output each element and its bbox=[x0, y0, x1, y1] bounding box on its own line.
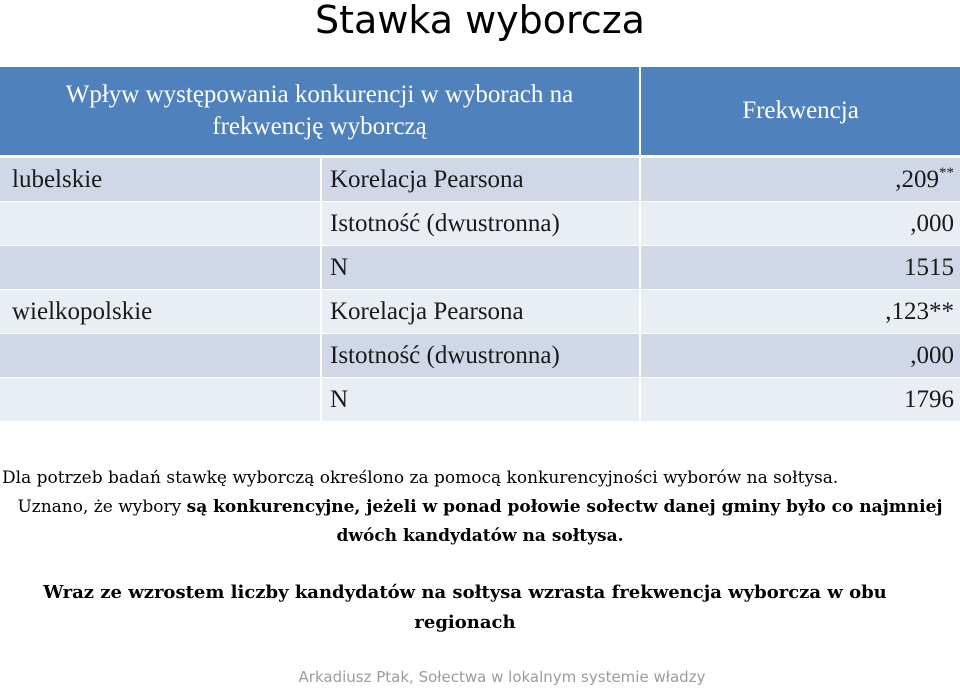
stat-label: Istotność (dwustronna) bbox=[321, 334, 640, 378]
table-row bbox=[0, 334, 960, 378]
significance-mark: ** bbox=[939, 165, 955, 181]
slide-title: Stawka wyborcza bbox=[315, 0, 645, 42]
description-definition: są konkurencyjne, jeżeli w ponad połowie sołectw danej gminy było co najmniej dwóch kandydatów na sołtysa. bbox=[186, 497, 943, 546]
stat-value: 1796 bbox=[640, 378, 960, 422]
stat-label: Korelacja Pearsona bbox=[321, 290, 640, 334]
conclusion: Wraz ze wzrostem liczby kandydatów na sołtysa wzrasta frekwencja wyborcza w obu regionach bbox=[43, 582, 887, 633]
region-cell-wielkopolskie: wielkopolskie bbox=[0, 290, 321, 334]
stat-label: N bbox=[321, 246, 640, 290]
region-cell-empty bbox=[0, 202, 321, 246]
region-cell-lubelskie: lubelskie bbox=[0, 157, 321, 202]
header-turnout: Frekwencja bbox=[640, 67, 960, 157]
stat-value: ,000 bbox=[640, 202, 960, 246]
stat-value: 1515 bbox=[640, 246, 960, 290]
correlation-table bbox=[0, 67, 960, 422]
table-row bbox=[0, 378, 960, 422]
table-row bbox=[0, 157, 960, 202]
stat-value: ,123** bbox=[640, 290, 960, 334]
region-cell-empty bbox=[0, 378, 321, 422]
method-description bbox=[0, 464, 960, 551]
header-influence: Wpływ występowania konkurencji w wyborach na frekwencję wyborczą bbox=[0, 67, 640, 157]
stat-value bbox=[640, 157, 960, 202]
table-row bbox=[0, 202, 960, 246]
stat-label: Istotność (dwustronna) bbox=[321, 202, 640, 246]
description-line-2: Uznano, że wybory bbox=[17, 497, 187, 517]
table-row bbox=[0, 246, 960, 290]
region-cell-empty bbox=[0, 334, 321, 378]
stat-value: ,000 bbox=[640, 334, 960, 378]
stat-label: Korelacja Pearsona bbox=[321, 157, 640, 202]
table-header-row bbox=[0, 67, 960, 157]
table-row bbox=[0, 290, 960, 334]
value-text: ,209 bbox=[895, 166, 940, 193]
description-line-1: Dla potrzeb badań stawkę wyborczą określono za pomocą konkurencyjności wyborów na sołtysa. bbox=[2, 468, 839, 488]
footer-credit: Arkadiusz Ptak, Sołectwa w lokalnym systemie władzy bbox=[298, 668, 706, 686]
region-cell-empty bbox=[0, 246, 321, 290]
stat-label: N bbox=[321, 378, 640, 422]
